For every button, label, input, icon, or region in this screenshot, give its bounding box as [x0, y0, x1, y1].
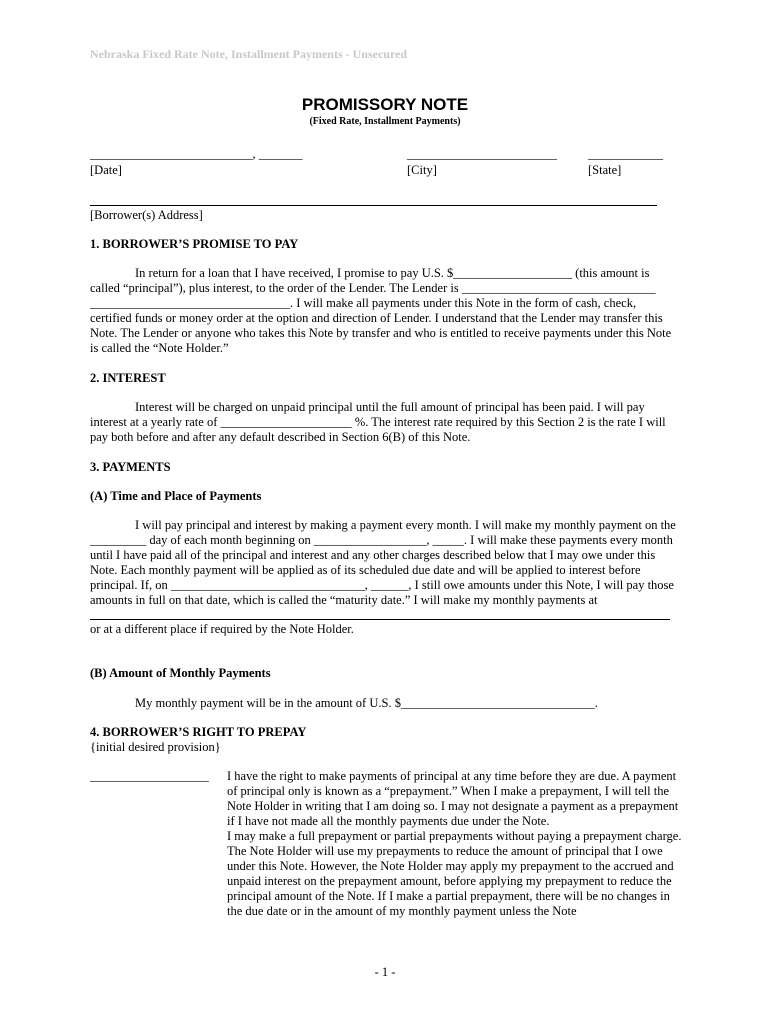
document-header-watermark: Nebraska Fixed Rate Note, Installment Payments - Unsecured — [90, 47, 408, 61]
section-4-heading: 4. BORROWER’S RIGHT TO PREPAY — [90, 725, 307, 739]
section-1-heading: 1. BORROWER’S PROMISE TO PAY — [90, 237, 299, 251]
section-2-text: Interest will be charged on unpaid principal until the full amount of principal has been paid. I will pay interest at a yearly rate of _____________________ %. The interest rate required by this Section 2 is the rate I will pay both before and after any default described in Section 6(B) of this Note. — [90, 400, 666, 444]
document-title: PROMISSORY NOTE — [301, 95, 469, 114]
date-label: [Date] — [90, 163, 122, 177]
prepay-initial-blank[interactable]: ___________________ — [90, 769, 209, 783]
date-blank[interactable]: __________________________, _______ — [90, 147, 303, 161]
section-3a-heading: (A) Time and Place of Payments — [90, 489, 262, 503]
state-blank[interactable]: ____________ — [588, 147, 663, 161]
city-label: [City] — [407, 163, 437, 177]
state-label: [State] — [588, 163, 622, 177]
section-4-text-paragraph-2: I may make a full prepayment or partial prepayments without paying a prepayment charge. The Note Holder will use my prepayments to reduce the amount of principal that I owe under this Note. However, the Note Holder may apply my prepayment to the accrued and unpaid interest on the prepayment amount, before applying my prepayment to reduce the principal amount of the Note. If I make a partial prepayment, there will be no changes in the due date or in the amount of my monthly payment unless the Note — [227, 829, 682, 918]
city-blank[interactable]: ________________________ — [407, 147, 557, 161]
document-subtitle: (Fixed Rate, Installment Payments) — [309, 116, 461, 127]
section-1-text: In return for a loan that I have received, I promise to pay U.S. $___________________ (this amount is called “principal”), plus interest, to the order of the Lender. The Lender is _______________________________ ________________________________. I will make all payments under this Note in the form of cash, check, certified funds or money order at the option and direction of Lender. I understand that the Lender may transfer this Note. The Lender or anyone who takes this Note by transfer and who is entitled to receive payments under this Note is called the “Note Holder.” — [90, 266, 672, 355]
payment-place-rule[interactable] — [90, 619, 670, 620]
section-3-heading: 3. PAYMENTS — [90, 460, 171, 474]
section-4-note: {initial desired provision} — [90, 740, 221, 754]
section-4-text — [227, 769, 682, 919]
section-3b-heading: (B) Amount of Monthly Payments — [90, 666, 271, 680]
section-4-text-paragraph-1: I have the right to make payments of principal at any time before they are due. A payment of principal only is known as a “prepayment.” When I make a prepayment, I will tell the Note Holder in writing that I am doing so. I may not designate a payment as a prepayment if I have not made all the monthly payments due under the Note. — [227, 769, 679, 828]
section-3b-text: My monthly payment will be in the amount of U.S. $_______________________________. — [135, 696, 598, 710]
section-2-heading: 2. INTEREST — [90, 371, 166, 385]
page-number: - 1 - — [374, 965, 396, 979]
borrower-address-label: [Borrower(s) Address] — [90, 208, 203, 222]
section-3a-text: I will pay principal and interest by making a payment every month. I will make my monthly payment on the _________ day of each month beginning on __________________, _____. I will make these payments every month until I have paid all of the principal and interest and any other charges described below that I may owe under this Note. Each monthly payment will be applied as of its scheduled due date and will be applied to interest before principal. If, on _______________________________, ______, I still owe amounts under this Note, I will pay those amounts in full on that date, which is called the “maturity date.” I will make my monthly payments at — [90, 518, 676, 607]
borrower-address-rule[interactable] — [90, 205, 657, 206]
section-3a-after-text: or at a different place if required by the Note Holder. — [90, 622, 354, 636]
